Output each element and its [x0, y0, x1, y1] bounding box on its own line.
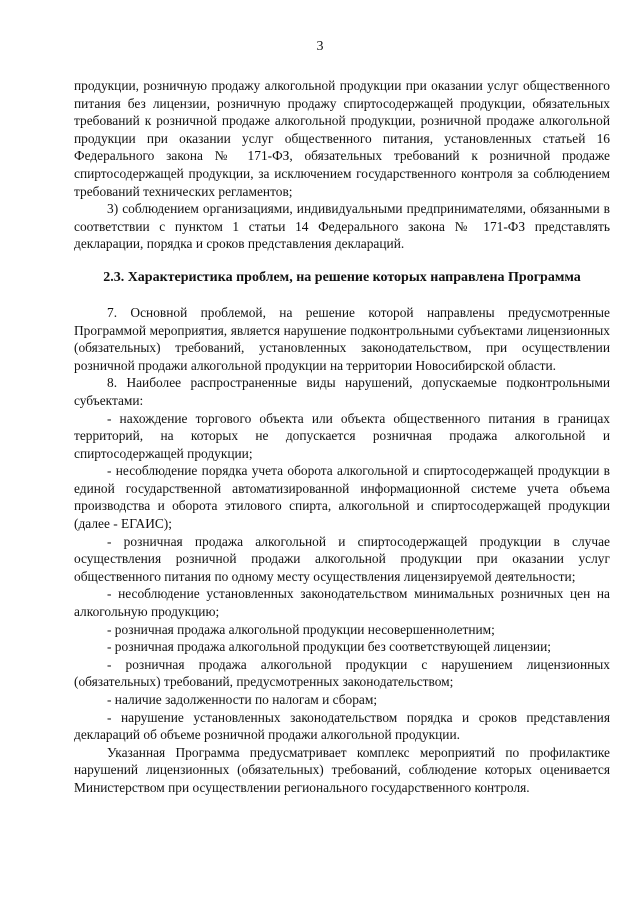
document-body: [74, 77, 610, 797]
paragraph: 8. Наиболее распространенные виды нарушений, допускаемые подконтрольными субъектами:: [74, 375, 610, 408]
section-heading: 2.3. Характеристика проблем, на решение которых направлена Программа: [103, 269, 581, 285]
list-item: - розничная продажа алкогольной продукции с нарушением лицензионных (обязательных) требований, предусмотренных законодательством;: [74, 656, 610, 690]
paragraph: продукции, розничную продажу алкогольной продукции при оказании услуг общественного питания без лицензии, розничную продажу спиртосодержащей продукции, обязательных требований к розничной продаже алкогольной продукции, розничной продаже алкогольной продукции при оказании услуг общественного питания, установленных статьей 16 Федерального закона № 171-ФЗ, обязательных требований к розничной продаже спиртосодержащей продукции, за исключением государственного контроля за соблюдением требований технических регламентов;: [74, 78, 610, 199]
list-item: - несоблюдение установленных законодательством минимальных розничных цен на алкогольную продукцию;: [74, 586, 610, 620]
paragraph: 3) соблюдением организациями, индивидуальными предпринимателями, обязанными в соответствии с пунктом 1 статьи 14 Федерального закона № 171-ФЗ представлять декларации, порядка и сроков представления деклараций.: [74, 201, 610, 252]
page-number: 3: [316, 39, 324, 54]
list-item: - наличие задолженности по налогам и сборам;: [107, 692, 378, 707]
list-item: - нахождение торгового объекта или объекта общественного питания в границах территорий, на которых не допускается розничная продажа алкогольной и спиртосодержащей продукции;: [74, 410, 610, 461]
list-item: - нарушение установленных законодательством порядка и сроков представления деклараций об объеме розничной продажи алкогольной продукции.: [74, 709, 610, 743]
list-item: - несоблюдение порядка учета оборота алкогольной и спиртосодержащей продукции в единой государственной автоматизированной информационной системе учета объема производства и оборота этилового спирта, алкогольной и спиртосодержащей продукции (далее - ЕГАИС);: [74, 463, 610, 532]
paragraph: Указанная Программа предусматривает комплекс мероприятий по профилактике нарушений лицензионных (обязательных) требований, соблюдение которых оценивается Министерством при осуществлении регионального государственного контроля.: [74, 744, 610, 795]
list-item: - розничная продажа алкогольной продукции несовершеннолетним;: [107, 621, 495, 637]
list-item: - розничная продажа алкогольной и спиртосодержащей продукции в случае осуществления розничной продажи алкогольной продукции при оказании услуг общественного питания по одному месту осуществления лицензируемой деятельности;: [74, 533, 610, 584]
list-item: - розничная продажа алкогольной продукции без соответствующей лицензии;: [107, 639, 551, 655]
paragraph: 7. Основной проблемой, на решение которой направлены предусмотренные Программой мероприятия, является нарушение подконтрольными субъектами лицензионных (обязательных) требований, установленных законодательством, при осуществлении розничной продажи алкогольной продукции на территории Новосибирской области.: [74, 304, 610, 373]
